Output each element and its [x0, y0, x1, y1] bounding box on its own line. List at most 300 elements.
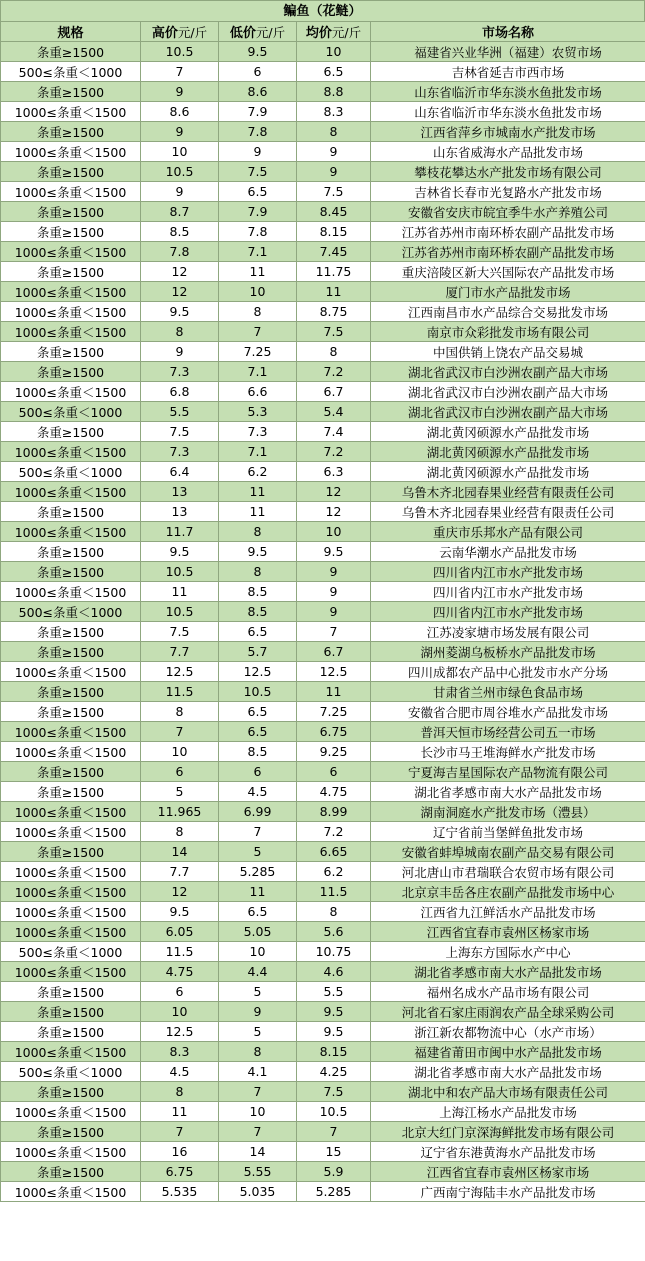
cell-spec: 条重≥1500 — [1, 1162, 141, 1182]
table-row — [1, 1162, 645, 1182]
cell-spec: 条重≥1500 — [1, 202, 141, 222]
cell-low-price: 10 — [219, 282, 297, 302]
header-avg — [297, 22, 371, 42]
cell-spec: 条重≥1500 — [1, 982, 141, 1002]
cell-low-price: 6 — [219, 762, 297, 782]
cell-spec: 500≤条重＜1000 — [1, 402, 141, 422]
cell-market-name: 广西南宁海陆丰水产品批发市场 — [371, 1182, 645, 1202]
cell-spec: 条重≥1500 — [1, 842, 141, 862]
cell-low-price: 10 — [219, 1102, 297, 1122]
header-low — [219, 22, 297, 42]
table-row — [1, 1002, 645, 1022]
table-row — [1, 262, 645, 282]
cell-high-price: 9 — [141, 182, 219, 202]
cell-avg-price: 9 — [297, 602, 371, 622]
cell-market-name: 辽宁省东港黄海水产品批发市场 — [371, 1142, 645, 1162]
cell-avg-price: 9.5 — [297, 1022, 371, 1042]
cell-spec: 条重≥1500 — [1, 622, 141, 642]
cell-avg-price: 5.9 — [297, 1162, 371, 1182]
cell-low-price: 8 — [219, 562, 297, 582]
cell-avg-price: 4.75 — [297, 782, 371, 802]
cell-avg-price: 12 — [297, 482, 371, 502]
cell-spec: 1000≤条重＜1500 — [1, 482, 141, 502]
header-avg-unit: 元/斤 — [331, 25, 362, 40]
cell-spec: 条重≥1500 — [1, 342, 141, 362]
cell-spec: 1000≤条重＜1500 — [1, 282, 141, 302]
cell-low-price: 7 — [219, 322, 297, 342]
cell-low-price: 4.4 — [219, 962, 297, 982]
cell-high-price: 11.5 — [141, 942, 219, 962]
cell-high-price: 9.5 — [141, 302, 219, 322]
cell-spec: 1000≤条重＜1500 — [1, 1182, 141, 1202]
table-row — [1, 902, 645, 922]
cell-spec: 1000≤条重＜1500 — [1, 1142, 141, 1162]
cell-market-name: 河北唐山市君瑞联合农贸市场有限公司 — [371, 862, 645, 882]
header-market: 市场名称 — [371, 22, 645, 42]
cell-low-price: 4.1 — [219, 1062, 297, 1082]
cell-high-price: 8 — [141, 1082, 219, 1102]
cell-market-name: 重庆涪陵区新大兴国际农产品批发市场 — [371, 262, 645, 282]
header-low-label: 低价 — [229, 26, 256, 41]
cell-market-name: 南京市众彩批发市场有限公司 — [371, 322, 645, 342]
cell-high-price: 12 — [141, 262, 219, 282]
cell-low-price: 5.05 — [219, 922, 297, 942]
cell-spec: 条重≥1500 — [1, 422, 141, 442]
cell-spec: 条重≥1500 — [1, 562, 141, 582]
cell-spec: 1000≤条重＜1500 — [1, 322, 141, 342]
cell-low-price: 6.5 — [219, 702, 297, 722]
cell-market-name: 普洱天恒市场经营公司五一市场 — [371, 722, 645, 742]
cell-market-name: 安徽省合肥市周谷堆水产品批发市场 — [371, 702, 645, 722]
cell-avg-price: 10.75 — [297, 942, 371, 962]
cell-high-price: 4.5 — [141, 1062, 219, 1082]
cell-spec: 1000≤条重＜1500 — [1, 102, 141, 122]
cell-high-price: 8 — [141, 702, 219, 722]
cell-low-price: 6.5 — [219, 902, 297, 922]
table-row — [1, 122, 645, 142]
cell-avg-price: 9 — [297, 562, 371, 582]
cell-low-price: 14 — [219, 1142, 297, 1162]
cell-market-name: 宁夏海吉星国际农产品物流有限公司 — [371, 762, 645, 782]
cell-low-price: 9 — [219, 1002, 297, 1022]
cell-spec: 1000≤条重＜1500 — [1, 142, 141, 162]
cell-avg-price: 8 — [297, 342, 371, 362]
table-row — [1, 102, 645, 122]
cell-avg-price: 5.5 — [297, 982, 371, 1002]
cell-low-price: 5.035 — [219, 1182, 297, 1202]
cell-low-price: 11 — [219, 482, 297, 502]
cell-market-name: 湖北黄冈硕源水产品批发市场 — [371, 462, 645, 482]
cell-market-name: 湖北省孝感市南大水产品批发市场 — [371, 782, 645, 802]
cell-avg-price: 15 — [297, 1142, 371, 1162]
cell-low-price: 6 — [219, 62, 297, 82]
cell-avg-price: 6.3 — [297, 462, 371, 482]
cell-high-price: 9.5 — [141, 902, 219, 922]
table-row — [1, 1182, 645, 1202]
table-row — [1, 602, 645, 622]
cell-low-price: 8.6 — [219, 82, 297, 102]
cell-market-name: 中国供销上饶农产品交易城 — [371, 342, 645, 362]
table-row — [1, 762, 645, 782]
cell-low-price: 4.5 — [219, 782, 297, 802]
cell-low-price: 7.9 — [219, 202, 297, 222]
table-row — [1, 142, 645, 162]
cell-market-name: 安徽省安庆市皖宜季牛水产养殖公司 — [371, 202, 645, 222]
table-row — [1, 1082, 645, 1102]
cell-high-price: 5.535 — [141, 1182, 219, 1202]
cell-low-price: 7.5 — [219, 162, 297, 182]
table-row — [1, 882, 645, 902]
table-row — [1, 82, 645, 102]
table-row — [1, 662, 645, 682]
cell-spec: 条重≥1500 — [1, 682, 141, 702]
cell-market-name: 四川省内江市水产批发市场 — [371, 602, 645, 622]
cell-avg-price: 8.45 — [297, 202, 371, 222]
cell-avg-price: 8.75 — [297, 302, 371, 322]
header-low-unit: 元/斤 — [255, 25, 286, 40]
cell-avg-price: 7 — [297, 1122, 371, 1142]
cell-high-price: 6.75 — [141, 1162, 219, 1182]
cell-high-price: 7 — [141, 1122, 219, 1142]
table-row — [1, 742, 645, 762]
cell-low-price: 5 — [219, 842, 297, 862]
cell-low-price: 11 — [219, 502, 297, 522]
cell-high-price: 12.5 — [141, 1022, 219, 1042]
cell-high-price: 8 — [141, 822, 219, 842]
cell-spec: 1000≤条重＜1500 — [1, 382, 141, 402]
cell-market-name: 湖北省武汉市白沙洲农副产品大市场 — [371, 402, 645, 422]
cell-high-price: 10 — [141, 1002, 219, 1022]
cell-low-price: 7.3 — [219, 422, 297, 442]
header-high-unit: 元/斤 — [177, 25, 208, 40]
cell-low-price: 5.7 — [219, 642, 297, 662]
cell-low-price: 9 — [219, 142, 297, 162]
cell-high-price: 11 — [141, 582, 219, 602]
table-row — [1, 722, 645, 742]
table-row — [1, 1142, 645, 1162]
cell-avg-price: 9.25 — [297, 742, 371, 762]
cell-low-price: 8.5 — [219, 742, 297, 762]
cell-high-price: 4.75 — [141, 962, 219, 982]
cell-avg-price: 8 — [297, 902, 371, 922]
cell-high-price: 10.5 — [141, 42, 219, 62]
cell-market-name: 上海东方国际水产中心 — [371, 942, 645, 962]
cell-market-name: 湖北黄冈硕源水产品批发市场 — [371, 442, 645, 462]
cell-avg-price: 5.6 — [297, 922, 371, 942]
cell-high-price: 12 — [141, 882, 219, 902]
cell-high-price: 11 — [141, 1102, 219, 1122]
cell-spec: 1000≤条重＜1500 — [1, 742, 141, 762]
table-row — [1, 682, 645, 702]
cell-low-price: 8 — [219, 302, 297, 322]
cell-high-price: 7.3 — [141, 362, 219, 382]
cell-spec: 条重≥1500 — [1, 782, 141, 802]
cell-low-price: 7.8 — [219, 222, 297, 242]
cell-market-name: 江西省宜春市袁州区杨家市场 — [371, 922, 645, 942]
table-row — [1, 342, 645, 362]
cell-high-price: 12 — [141, 282, 219, 302]
cell-market-name: 江西省宜春市袁州区杨家市场 — [371, 1162, 645, 1182]
cell-low-price: 8 — [219, 1042, 297, 1062]
cell-avg-price: 8.8 — [297, 82, 371, 102]
cell-low-price: 5 — [219, 1022, 297, 1042]
table-row — [1, 782, 645, 802]
cell-market-name: 江苏凌家塘市场发展有限公司 — [371, 622, 645, 642]
cell-market-name: 四川省内江市水产批发市场 — [371, 562, 645, 582]
cell-low-price: 6.5 — [219, 622, 297, 642]
cell-avg-price: 11.5 — [297, 882, 371, 902]
cell-high-price: 13 — [141, 482, 219, 502]
cell-market-name: 厦门市水产品批发市场 — [371, 282, 645, 302]
cell-avg-price: 8.15 — [297, 1042, 371, 1062]
cell-low-price: 8.5 — [219, 582, 297, 602]
cell-low-price: 6.99 — [219, 802, 297, 822]
cell-market-name: 山东省威海水产品批发市场 — [371, 142, 645, 162]
cell-market-name: 江苏省苏州市南环桥农副产品批发市场 — [371, 222, 645, 242]
cell-avg-price: 9.5 — [297, 1002, 371, 1022]
cell-low-price: 7.8 — [219, 122, 297, 142]
table-row — [1, 982, 645, 1002]
table-row — [1, 442, 645, 462]
cell-spec: 条重≥1500 — [1, 1022, 141, 1042]
cell-spec: 1000≤条重＜1500 — [1, 902, 141, 922]
table-row — [1, 402, 645, 422]
cell-avg-price: 11.75 — [297, 262, 371, 282]
cell-spec: 1000≤条重＜1500 — [1, 822, 141, 842]
cell-market-name: 四川成都农产品中心批发市水产分场 — [371, 662, 645, 682]
cell-avg-price: 7.45 — [297, 242, 371, 262]
table-row — [1, 242, 645, 262]
cell-high-price: 11.7 — [141, 522, 219, 542]
cell-high-price: 7.5 — [141, 422, 219, 442]
table-row — [1, 562, 645, 582]
cell-avg-price: 5.285 — [297, 1182, 371, 1202]
cell-high-price: 5.5 — [141, 402, 219, 422]
cell-market-name: 甘肃省兰州市绿色食品市场 — [371, 682, 645, 702]
cell-avg-price: 11 — [297, 682, 371, 702]
table-row — [1, 202, 645, 222]
cell-high-price: 8.7 — [141, 202, 219, 222]
cell-low-price: 11 — [219, 882, 297, 902]
cell-avg-price: 6.2 — [297, 862, 371, 882]
cell-avg-price: 9.5 — [297, 542, 371, 562]
cell-low-price: 6.6 — [219, 382, 297, 402]
cell-high-price: 7.8 — [141, 242, 219, 262]
cell-spec: 条重≥1500 — [1, 642, 141, 662]
cell-market-name: 福建省兴业华洲（福建）农贸市场 — [371, 42, 645, 62]
cell-spec: 500≤条重＜1000 — [1, 462, 141, 482]
cell-spec: 条重≥1500 — [1, 122, 141, 142]
cell-market-name: 浙江新农都物流中心（水产市场） — [371, 1022, 645, 1042]
cell-low-price: 6.5 — [219, 722, 297, 742]
cell-spec: 1000≤条重＜1500 — [1, 802, 141, 822]
cell-market-name: 北京大红门京深海鲜批发市场有限公司 — [371, 1122, 645, 1142]
cell-high-price: 9.5 — [141, 542, 219, 562]
cell-spec: 1000≤条重＜1500 — [1, 582, 141, 602]
header-avg-label: 均价 — [305, 26, 332, 41]
cell-market-name: 湖北黄冈硕源水产品批发市场 — [371, 422, 645, 442]
cell-spec: 500≤条重＜1000 — [1, 1062, 141, 1082]
cell-spec: 条重≥1500 — [1, 82, 141, 102]
table-row — [1, 482, 645, 502]
cell-spec: 条重≥1500 — [1, 762, 141, 782]
table-row — [1, 622, 645, 642]
cell-market-name: 山东省临沂市华东淡水鱼批发市场 — [371, 102, 645, 122]
cell-avg-price: 7.2 — [297, 822, 371, 842]
table-row — [1, 1042, 645, 1062]
cell-spec: 1000≤条重＜1500 — [1, 662, 141, 682]
table-row — [1, 1122, 645, 1142]
cell-spec: 1000≤条重＜1500 — [1, 862, 141, 882]
cell-avg-price: 7.5 — [297, 322, 371, 342]
cell-high-price: 8.5 — [141, 222, 219, 242]
table-row — [1, 162, 645, 182]
cell-spec: 1000≤条重＜1500 — [1, 722, 141, 742]
table-row — [1, 802, 645, 822]
cell-low-price: 10 — [219, 942, 297, 962]
cell-low-price: 7.1 — [219, 362, 297, 382]
cell-avg-price: 9 — [297, 162, 371, 182]
cell-avg-price: 7.25 — [297, 702, 371, 722]
cell-avg-price: 7 — [297, 622, 371, 642]
cell-avg-price: 6.65 — [297, 842, 371, 862]
cell-avg-price: 12.5 — [297, 662, 371, 682]
cell-avg-price: 10 — [297, 522, 371, 542]
table-row — [1, 42, 645, 62]
table-row — [1, 942, 645, 962]
header-high-label: 高价 — [151, 26, 178, 41]
table-row — [1, 922, 645, 942]
cell-low-price: 10.5 — [219, 682, 297, 702]
cell-spec: 500≤条重＜1000 — [1, 62, 141, 82]
cell-market-name: 重庆市乐邦水产品有限公司 — [371, 522, 645, 542]
cell-market-name: 辽宁省前当堡鲜鱼批发市场 — [371, 822, 645, 842]
cell-avg-price: 6.75 — [297, 722, 371, 742]
cell-high-price: 10.5 — [141, 562, 219, 582]
cell-low-price: 7.1 — [219, 242, 297, 262]
cell-market-name: 吉林省长春市光复路水产批发市场 — [371, 182, 645, 202]
cell-high-price: 10 — [141, 742, 219, 762]
cell-low-price: 7 — [219, 822, 297, 842]
cell-high-price: 7 — [141, 722, 219, 742]
table-row — [1, 502, 645, 522]
cell-spec: 条重≥1500 — [1, 262, 141, 282]
table-row — [1, 222, 645, 242]
cell-avg-price: 4.25 — [297, 1062, 371, 1082]
cell-market-name: 攀枝花攀达水产批发市场有限公司 — [371, 162, 645, 182]
cell-high-price: 8 — [141, 322, 219, 342]
cell-market-name: 江西南昌市水产品综合交易批发市场 — [371, 302, 645, 322]
cell-market-name: 河北省石家庄雨润农产品全球采购公司 — [371, 1002, 645, 1022]
cell-avg-price: 6 — [297, 762, 371, 782]
table-row — [1, 862, 645, 882]
cell-spec: 条重≥1500 — [1, 42, 141, 62]
cell-avg-price: 7.5 — [297, 182, 371, 202]
cell-high-price: 9 — [141, 82, 219, 102]
cell-market-name: 湖北省武汉市白沙洲农副产品大市场 — [371, 382, 645, 402]
cell-low-price: 8 — [219, 522, 297, 542]
cell-low-price: 9.5 — [219, 542, 297, 562]
table-body — [1, 42, 645, 1202]
table-row — [1, 362, 645, 382]
cell-market-name: 云南华潮水产品批发市场 — [371, 542, 645, 562]
cell-high-price: 7.7 — [141, 642, 219, 662]
cell-spec: 条重≥1500 — [1, 362, 141, 382]
cell-high-price: 7.5 — [141, 622, 219, 642]
cell-avg-price: 7.2 — [297, 442, 371, 462]
cell-spec: 条重≥1500 — [1, 542, 141, 562]
cell-avg-price: 9 — [297, 142, 371, 162]
cell-spec: 1000≤条重＜1500 — [1, 242, 141, 262]
cell-spec: 条重≥1500 — [1, 702, 141, 722]
cell-spec: 1000≤条重＜1500 — [1, 302, 141, 322]
cell-high-price: 9 — [141, 122, 219, 142]
cell-avg-price: 8.99 — [297, 802, 371, 822]
cell-avg-price: 4.6 — [297, 962, 371, 982]
cell-low-price: 5.55 — [219, 1162, 297, 1182]
cell-spec: 条重≥1500 — [1, 1082, 141, 1102]
cell-avg-price: 9 — [297, 582, 371, 602]
cell-low-price: 6.5 — [219, 182, 297, 202]
cell-avg-price: 7.2 — [297, 362, 371, 382]
cell-high-price: 12.5 — [141, 662, 219, 682]
cell-spec: 1000≤条重＜1500 — [1, 962, 141, 982]
table-row — [1, 842, 645, 862]
cell-market-name: 江苏省苏州市南环桥农副产品批发市场 — [371, 242, 645, 262]
cell-avg-price: 10 — [297, 42, 371, 62]
cell-high-price: 8.6 — [141, 102, 219, 122]
cell-spec: 1000≤条重＜1500 — [1, 922, 141, 942]
table-row — [1, 962, 645, 982]
cell-spec: 1000≤条重＜1500 — [1, 1102, 141, 1122]
cell-market-name: 湖北省孝感市南大水产品批发市场 — [371, 962, 645, 982]
cell-avg-price: 12 — [297, 502, 371, 522]
cell-spec: 条重≥1500 — [1, 162, 141, 182]
table-row — [1, 1102, 645, 1122]
cell-market-name: 长沙市马王堆海鲜水产批发市场 — [371, 742, 645, 762]
cell-high-price: 6.8 — [141, 382, 219, 402]
cell-market-name: 福州名成水产品市场有限公司 — [371, 982, 645, 1002]
cell-avg-price: 6.7 — [297, 382, 371, 402]
table-row — [1, 182, 645, 202]
header-row — [1, 22, 645, 42]
cell-low-price: 5.285 — [219, 862, 297, 882]
table-row — [1, 62, 645, 82]
cell-high-price: 10.5 — [141, 602, 219, 622]
cell-spec: 500≤条重＜1000 — [1, 942, 141, 962]
table-row — [1, 702, 645, 722]
cell-low-price: 5.3 — [219, 402, 297, 422]
cell-spec: 1000≤条重＜1500 — [1, 522, 141, 542]
cell-avg-price: 10.5 — [297, 1102, 371, 1122]
cell-low-price: 7.25 — [219, 342, 297, 362]
cell-low-price: 8.5 — [219, 602, 297, 622]
cell-market-name: 安徽省蚌埠城南农副产品交易有限公司 — [371, 842, 645, 862]
cell-high-price: 6 — [141, 762, 219, 782]
header-high — [141, 22, 219, 42]
cell-high-price: 6.4 — [141, 462, 219, 482]
price-table — [0, 21, 645, 1202]
table-row — [1, 642, 645, 662]
cell-low-price: 7 — [219, 1082, 297, 1102]
table-row — [1, 822, 645, 842]
cell-spec: 1000≤条重＜1500 — [1, 1042, 141, 1062]
cell-high-price: 6.05 — [141, 922, 219, 942]
cell-market-name: 吉林省延吉市西市场 — [371, 62, 645, 82]
cell-spec: 1000≤条重＜1500 — [1, 442, 141, 462]
cell-avg-price: 8 — [297, 122, 371, 142]
cell-spec: 500≤条重＜1000 — [1, 602, 141, 622]
